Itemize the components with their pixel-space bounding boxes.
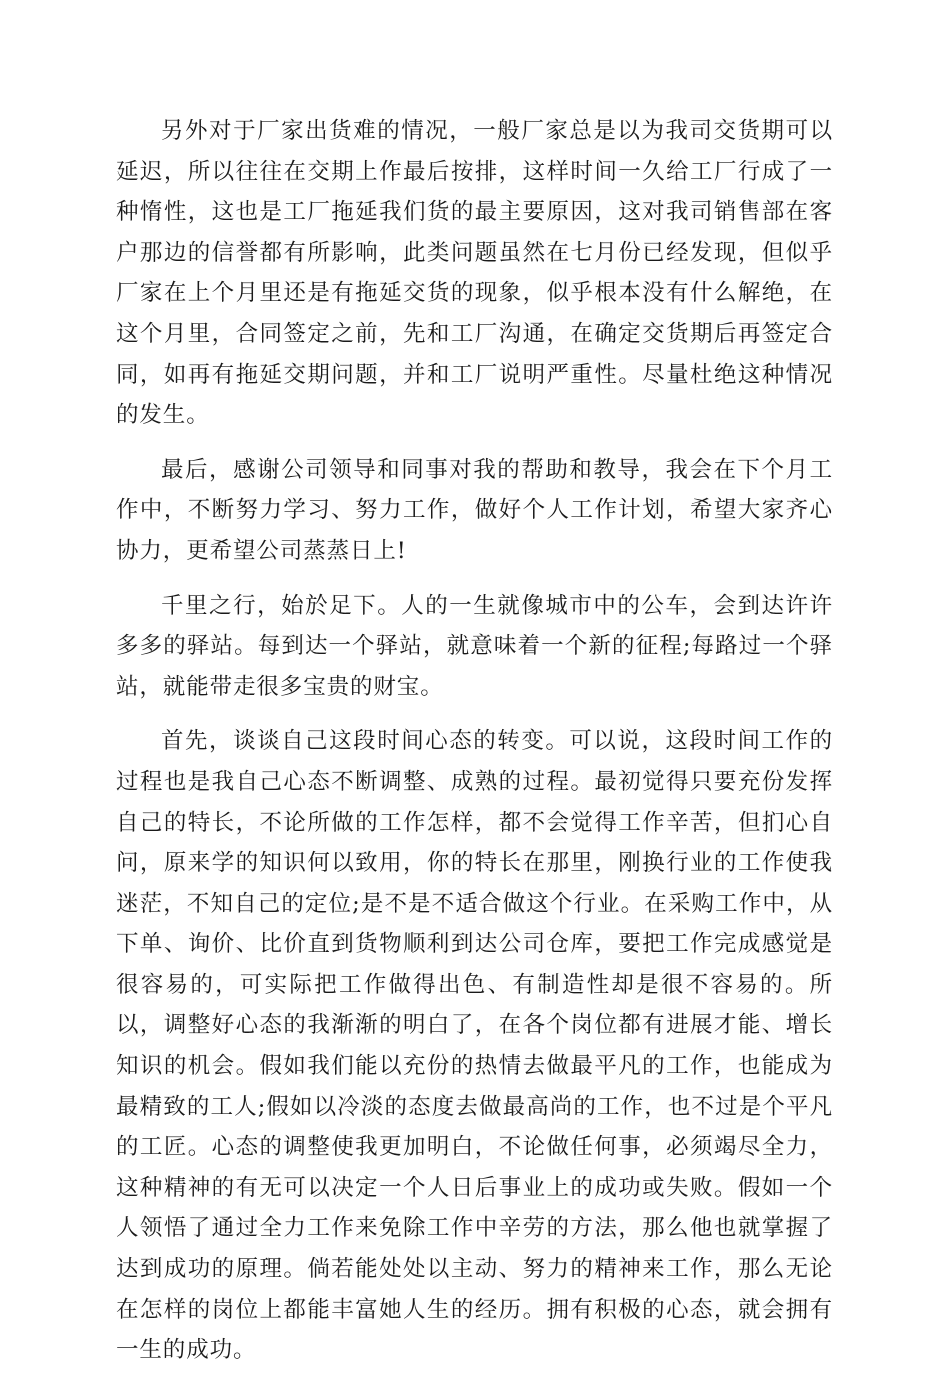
paragraph-mindset: 首先，谈谈自己这段时间心态的转变。可以说，这段时间工作的过程也是我自己心态不断调整、成熟的过程。最初觉得只要充份发挥自己的特长，不论所做的工作怎样，都不会觉得工作辛苦，但扪心自问，原来学的知识何以致用，你的特长在那里，刚换行业的工作使我迷茫，不知自己的定位;是不是不适合做这个行业。在采购工作中，从下单、询价、比价直到货物顺利到达公司仓库，要把工作完成感觉是很容易的，可实际把工作做得出色、有制造性却是很不容易的。所以，调整好心态的我渐渐的明白了，在各个岗位都有进展才能、增长知识的机会。假如我们能以充份的热情去做最平凡的工作，也能成为最精致的工人;假如以冷淡的态度去做最高尚的工作，也不过是个平凡的工匠。心态的调整使我更加明白，不论做任何事，必须竭尽全力，这种精神的有无可以决定一个人日后事业上的成功或失败。假如一个人领悟了通过全力工作来免除工作中辛劳的方法，那么他也就掌握了达到成功的原理。倘若能处处以主动、努力的精神来工作，那么无论在怎样的岗位上都能丰富她人生的经历。拥有积极的心态，就会拥有一生的成功。 <box>116 728 833 1364</box>
paragraph-thanks: 最后，感谢公司领导和同事对我的帮助和教导，我会在下个月工作中，不断努力学习、努力工作，做好个人工作计划，希望大家齐心协力，更希望公司蒸蒸日上! <box>116 456 833 564</box>
paragraph-journey: 千里之行，始於足下。人的一生就像城市中的公车，会到达许许多多的驿站。每到达一个驿站，就意味着一个新的征程;每路过一个驿站，就能带走很多宝贵的财宝。 <box>116 592 833 700</box>
document-body <box>116 111 833 1385</box>
paragraph-factory-delivery: 另外对于厂家出货难的情况，一般厂家总是以为我司交货期可以延迟，所以往往在交期上作最后按排，这样时间一久给工厂行成了一种惰性，这也是工厂拖延我们货的最主要原因，这对我司销售部在客户那边的信誉都有所影响，此类问题虽然在七月份已经发现，但似乎厂家在上个月里还是有拖延交货的现象，似乎根本没有什么解绝，在这个月里，合同签定之前，先和工厂沟通，在确定交货期后再签定合同，如再有拖延交期问题，并和工厂说明严重性。尽量杜绝这种情况的发生。 <box>116 118 833 429</box>
